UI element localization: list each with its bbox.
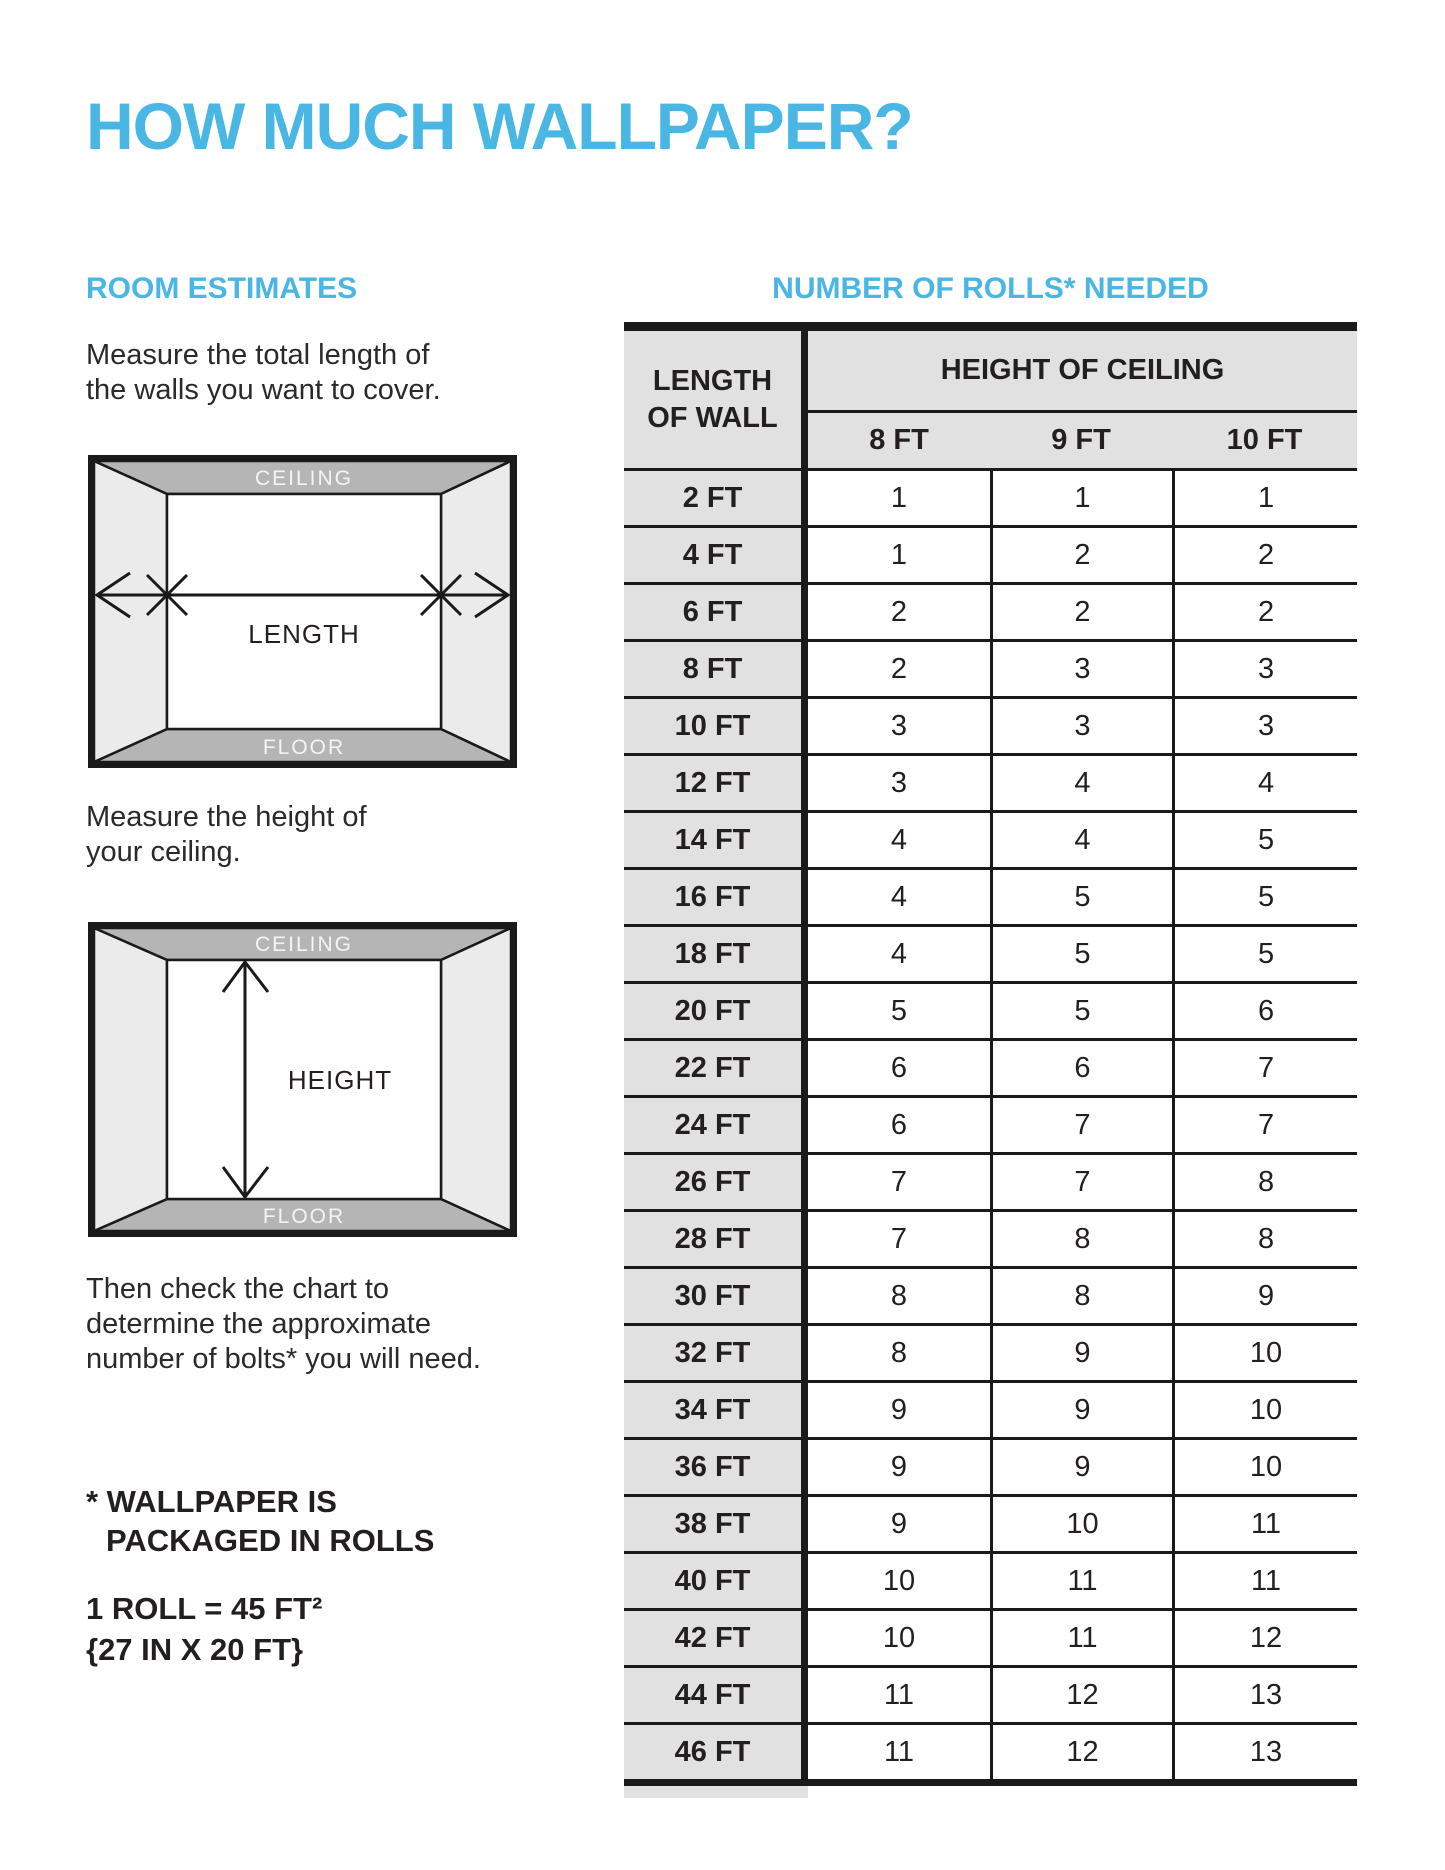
roll-count-cell: 11 [808,1668,990,1725]
column-header-8ft: 8 FT [808,413,990,471]
table-bottom-tail [624,1786,808,1798]
wall-length-cell: 38 FT [624,1497,808,1554]
roll-count-cell: 8 [1172,1155,1357,1212]
roll-count-cell: 5 [990,984,1172,1041]
wall-length-cell: 44 FT [624,1668,808,1725]
table-row [624,1668,1357,1725]
roll-count-cell: 6 [808,1041,990,1098]
roll-count-cell: 7 [808,1155,990,1212]
roll-count-cell: 2 [808,642,990,699]
wall-length-cell: 20 FT [624,984,808,1041]
table-row [624,1269,1357,1326]
roll-count-cell: 2 [1172,528,1357,585]
table-row [624,1041,1357,1098]
roll-count-cell: 5 [1172,927,1357,984]
roll-count-cell: 3 [990,642,1172,699]
roll-count-cell: 2 [808,585,990,642]
length-label: LENGTH [248,619,360,649]
roll-count-cell: 13 [1172,1725,1357,1786]
table-header-row [624,331,1357,413]
roll-spec-line: {27 IN X 20 FT} [86,1632,304,1667]
roll-count-cell: 3 [1172,699,1357,756]
right-wall-panel [441,461,511,762]
wall-length-cell: 2 FT [624,471,808,528]
roll-count-cell: 11 [990,1611,1172,1668]
instruction-line: your ceiling. [86,836,241,868]
header-line: LENGTH [652,364,773,397]
roll-count-cell: 13 [1172,1668,1357,1725]
wall-length-cell: 28 FT [624,1212,808,1269]
roll-count-cell: 10 [808,1611,990,1668]
roll-count-cell: 11 [990,1554,1172,1611]
roll-count-cell: 10 [808,1554,990,1611]
table-row [624,813,1357,870]
roll-count-cell: 11 [1172,1497,1357,1554]
wall-length-cell: 4 FT [624,528,808,585]
length-of-wall-header [624,331,808,471]
roll-count-cell: 6 [808,1098,990,1155]
roll-count-cell: 8 [1172,1212,1357,1269]
wall-length-cell: 14 FT [624,813,808,870]
wall-length-cell: 26 FT [624,1155,808,1212]
wall-length-cell: 42 FT [624,1611,808,1668]
wall-length-cell: 30 FT [624,1269,808,1326]
roll-count-cell: 8 [990,1269,1172,1326]
wallpaper-rolls-footnote [86,1482,434,1560]
roll-count-cell: 3 [1172,642,1357,699]
roll-count-cell: 6 [990,1041,1172,1098]
roll-count-cell: 1 [808,528,990,585]
wall-length-cell: 40 FT [624,1554,808,1611]
table-row [624,699,1357,756]
wall-length-cell: 22 FT [624,1041,808,1098]
footnote-line: * WALLPAPER IS [86,1484,337,1519]
roll-count-cell: 1 [1172,471,1357,528]
roll-count-cell: 4 [808,927,990,984]
instruction-line: Measure the height of [86,801,367,833]
roll-count-cell: 4 [808,813,990,870]
roll-count-cell: 2 [990,585,1172,642]
table-row [624,984,1357,1041]
roll-count-cell: 1 [990,471,1172,528]
column-header-10ft: 10 FT [1172,413,1357,471]
roll-count-cell: 8 [990,1212,1172,1269]
roll-count-cell: 9 [808,1440,990,1497]
wall-length-cell: 34 FT [624,1383,808,1440]
table-row [624,1098,1357,1155]
wall-length-cell: 18 FT [624,927,808,984]
roll-count-cell: 10 [1172,1383,1357,1440]
table-row [624,1383,1357,1440]
floor-label: FLOOR [262,1205,346,1228]
roll-count-cell: 9 [990,1383,1172,1440]
table-row [624,870,1357,927]
table-row [624,1326,1357,1383]
instruction-line: Then check the chart to [86,1273,390,1305]
back-wall-panel [167,494,441,729]
roll-count-cell: 11 [1172,1554,1357,1611]
wall-length-cell: 36 FT [624,1440,808,1497]
page-title: HOW MUCH WALLPAPER? [86,89,913,163]
roll-count-cell: 3 [808,699,990,756]
roll-count-cell: 7 [808,1212,990,1269]
room-height-diagram [88,922,517,1237]
roll-count-cell: 2 [990,528,1172,585]
roll-count-cell: 7 [1172,1098,1357,1155]
roll-count-cell: 5 [990,927,1172,984]
roll-count-cell: 5 [1172,870,1357,927]
roll-count-cell: 12 [990,1668,1172,1725]
roll-count-cell: 6 [1172,984,1357,1041]
roll-count-cell: 8 [808,1326,990,1383]
table-row [624,1440,1357,1497]
instruction-line: Measure the total length of [86,339,430,371]
roll-count-cell: 9 [990,1326,1172,1383]
header-line: OF WALL [647,401,778,434]
table-row [624,756,1357,813]
wall-length-cell: 12 FT [624,756,808,813]
roll-count-cell: 4 [1172,756,1357,813]
roll-count-cell: 5 [1172,813,1357,870]
roll-size-spec [86,1588,322,1670]
roll-count-cell: 10 [1172,1440,1357,1497]
roll-count-cell: 12 [990,1725,1172,1786]
wall-length-cell: 8 FT [624,642,808,699]
instruction-line: the walls you want to cover. [86,374,441,406]
table-row [624,642,1357,699]
roll-count-cell: 7 [1172,1041,1357,1098]
table-row [624,1212,1357,1269]
roll-count-cell: 4 [990,756,1172,813]
roll-count-cell: 11 [808,1725,990,1786]
roll-count-cell: 9 [808,1497,990,1554]
wall-length-cell: 32 FT [624,1326,808,1383]
roll-count-cell: 10 [990,1497,1172,1554]
rolls-table-body [624,471,1357,1786]
instruction-line: number of bolts* you will need. [86,1343,481,1375]
roll-count-cell: 7 [990,1098,1172,1155]
table-row [624,1497,1357,1554]
table-row [624,1554,1357,1611]
roll-count-cell: 4 [990,813,1172,870]
roll-count-cell: 3 [990,699,1172,756]
rolls-needed-table [624,322,1357,1786]
roll-count-cell: 9 [990,1440,1172,1497]
table-row [624,1155,1357,1212]
table-row [624,927,1357,984]
wall-length-cell: 46 FT [624,1725,808,1786]
right-wall-panel [441,928,511,1231]
instruction-line: determine the approximate [86,1308,431,1340]
instruction-measure-length [86,338,441,408]
roll-count-cell: 12 [1172,1611,1357,1668]
height-of-ceiling-header: HEIGHT OF CEILING [808,331,1357,413]
wall-length-cell: 16 FT [624,870,808,927]
wall-length-cell: 6 FT [624,585,808,642]
room-length-diagram [88,455,517,768]
roll-count-cell: 2 [1172,585,1357,642]
floor-label: FLOOR [262,736,346,759]
table-row [624,528,1357,585]
roll-count-cell: 9 [808,1383,990,1440]
table-row [624,585,1357,642]
roll-count-cell: 3 [808,756,990,813]
roll-count-cell: 7 [990,1155,1172,1212]
table-row [624,471,1357,528]
roll-count-cell: 1 [808,471,990,528]
roll-count-cell: 8 [808,1269,990,1326]
roll-count-cell: 9 [1172,1269,1357,1326]
footnote-line: PACKAGED IN ROLLS [106,1523,435,1558]
room-estimates-heading: ROOM ESTIMATES [86,272,358,305]
roll-count-cell: 10 [1172,1326,1357,1383]
wall-length-cell: 24 FT [624,1098,808,1155]
roll-spec-line: 1 ROLL = 45 FT² [86,1591,323,1626]
rolls-needed-heading: NUMBER OF ROLLS* NEEDED [772,272,1209,305]
roll-count-cell: 4 [808,870,990,927]
left-wall-panel [94,461,167,762]
instruction-check-chart [86,1272,481,1377]
left-wall-panel [94,928,167,1231]
roll-count-cell: 5 [808,984,990,1041]
instruction-measure-height [86,800,367,870]
table-row [624,1725,1357,1786]
ceiling-label: CEILING [254,467,354,490]
wall-length-cell: 10 FT [624,699,808,756]
height-label: HEIGHT [287,1065,393,1095]
roll-count-cell: 5 [990,870,1172,927]
column-header-9ft: 9 FT [990,413,1172,471]
table-row [624,1611,1357,1668]
ceiling-label: CEILING [254,933,354,956]
